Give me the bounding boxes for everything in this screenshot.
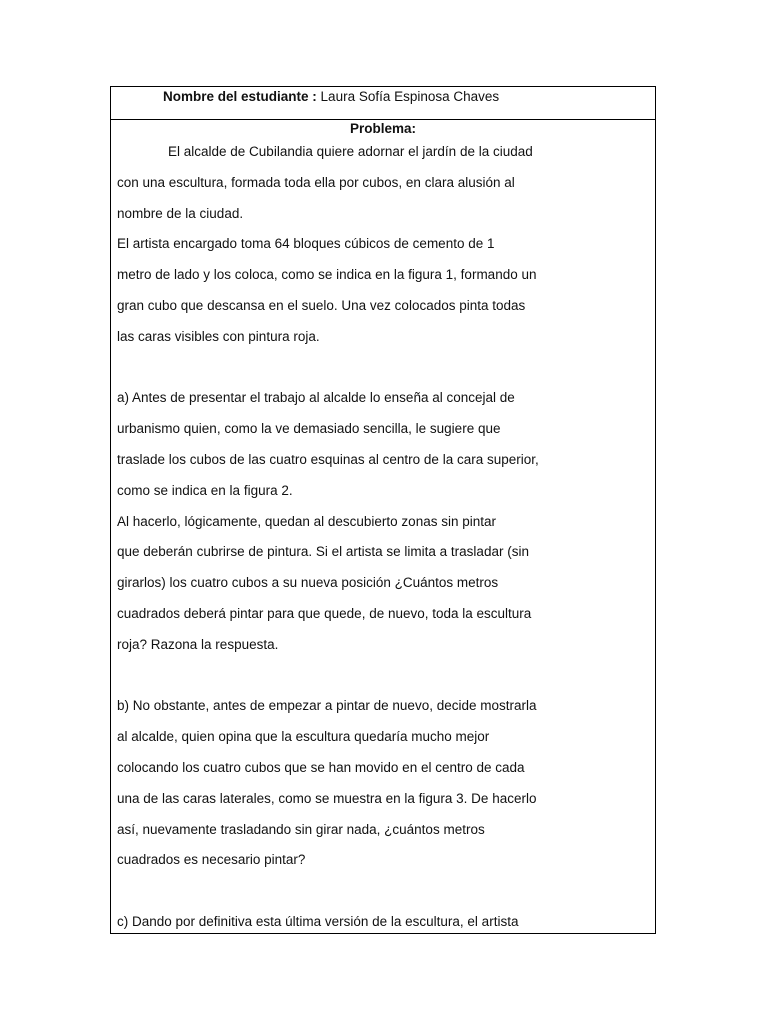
student-name-value: Laura Sofía Espinosa Chaves (320, 89, 500, 104)
text-line: girarlos) los cuatro cubos a su nueva posición ¿Cuántos metros (117, 575, 499, 591)
text-line: gran cubo que descansa en el suelo. Una vez colocados pinta todas (117, 297, 526, 313)
problem-title: Problema: (349, 121, 417, 136)
text-line: colocando los cuatro cubos que se han movido en el centro de cada (117, 759, 525, 775)
text-line: una de las caras laterales, como se muestra en la figura 3. De hacerlo (117, 790, 537, 806)
student-name-row (111, 87, 655, 120)
blank-line (117, 353, 649, 384)
text-line: al alcalde, quien opina que la escultura quedaría mucho mejor (117, 729, 490, 745)
text-line: roja? Razona la respuesta. (117, 636, 279, 652)
text-line: cuadrados es necesario pintar? (117, 852, 306, 868)
text-line: metro de lado y los coloca, como se indica en la figura 1, formando un (117, 267, 537, 283)
worksheet-table (110, 86, 656, 934)
text-line: con una escultura, formada toda ella por cubos, en clara alusión al (117, 174, 515, 190)
text-line: El alcalde de Cubilandia quiere adornar el jardín de la ciudad (168, 144, 533, 159)
part-a-paragraph (117, 383, 649, 660)
problem-cell (111, 121, 655, 934)
text-line: a) Antes de presentar el trabajo al alcalde lo enseña al concejal de (117, 390, 515, 406)
text-line: cuadrados deberá pintar para que quede, de nuevo, toda la escultura (117, 605, 532, 621)
part-c-paragraph (117, 907, 649, 934)
text-line: las caras visibles con pintura roja. (117, 328, 320, 344)
blank-line (117, 661, 649, 692)
blank-line (117, 876, 649, 907)
text-line: nombre de la ciudad. (117, 205, 244, 221)
text-line: Al hacerlo, lógicamente, quedan al descubierto zonas sin pintar (117, 513, 496, 529)
text-line: El artista encargado toma 64 bloques cúbicos de cemento de 1 (117, 236, 495, 252)
text-line: traslade los cubos de las cuatro esquinas al centro de la cara superior, (117, 451, 539, 467)
text-line: que deberán cubrirse de pintura. Si el artista se limita a trasladar (sin (117, 544, 529, 560)
text-line: como se indica en la figura 2. (117, 482, 293, 498)
text-line: c) Dando por definitiva esta última versión de la escultura, el artista (117, 913, 519, 929)
text-line: así, nuevamente trasladando sin girar nada, ¿cuántos metros (117, 821, 485, 837)
text-line: urbanismo quien, como la ve demasiado sencilla, le sugiere que (117, 421, 501, 437)
text-line: b) No obstante, antes de empezar a pintar de nuevo, decide mostrarla (117, 698, 537, 714)
intro-paragraph (117, 137, 649, 353)
part-b-paragraph (117, 691, 649, 876)
student-name-label: Nombre del estudiante : (163, 89, 317, 104)
